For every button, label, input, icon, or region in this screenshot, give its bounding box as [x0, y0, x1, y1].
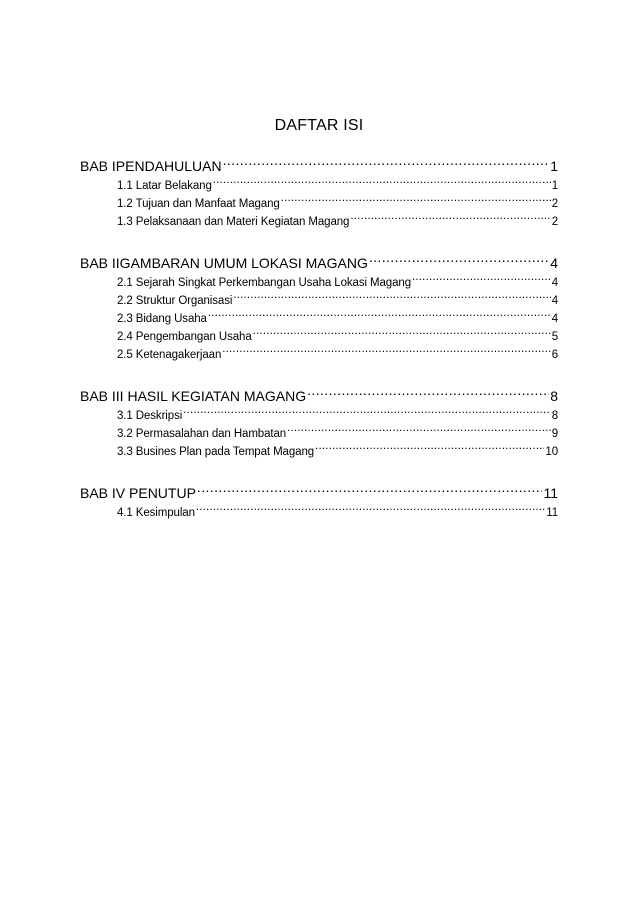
- toc-section-label: 2.4 Pengembangan Usaha: [117, 331, 252, 343]
- toc-page-number: 4: [551, 277, 558, 289]
- toc-section-label: 2.1 Sejarah Singkat Perkembangan Usaha Lokasi Magang: [117, 277, 411, 289]
- dot-leader: [196, 498, 545, 516]
- page-title: DAFTAR ISI: [274, 117, 364, 134]
- toc-section-label: 3.2 Permasalahan dan Hambatan: [117, 428, 287, 440]
- toc-page-number: 8: [551, 410, 558, 422]
- dot-leader: [307, 380, 549, 401]
- toc-section-label: 2.2 Struktur Organisasi: [117, 295, 233, 307]
- dot-leader: [208, 304, 551, 322]
- table-of-contents: [80, 150, 558, 538]
- toc-chapter-entry[interactable]: [80, 150, 558, 174]
- dot-leader: [222, 340, 550, 358]
- dot-leader: [253, 322, 551, 340]
- toc-chapter-label: BAB III HASIL KEGIATAN MAGANG: [80, 388, 307, 404]
- toc-section-label: 1.1 Latar Belakang: [117, 180, 212, 192]
- toc-page-number: 11: [546, 507, 558, 519]
- dot-leader: [369, 247, 549, 268]
- toc-section-label: 2.3 Bidang Usaha: [117, 313, 207, 325]
- toc-page-number: 4: [551, 295, 558, 307]
- toc-section-label: 3.1 Deskripsi: [117, 410, 183, 422]
- toc-chapter-entry[interactable]: [80, 380, 558, 404]
- toc-chapter: [80, 477, 558, 519]
- dot-leader: [412, 268, 551, 286]
- toc-page-number: 9: [551, 428, 558, 440]
- toc-chapter-label: BAB IV PENUTUP: [80, 485, 196, 501]
- toc-page-number: 10: [545, 446, 558, 458]
- toc-page-number: 5: [551, 331, 558, 343]
- toc-page-number: 11: [543, 485, 558, 501]
- toc-chapter-entry[interactable]: [80, 477, 558, 501]
- toc-section-label: 1.3 Pelaksanaan dan Materi Kegiatan Magang: [117, 216, 350, 228]
- toc-page-number: 8: [550, 388, 558, 404]
- toc-page-number: 4: [551, 313, 558, 325]
- toc-section-label: 2.5 Ketenagakerjaan: [117, 349, 222, 361]
- toc-page-number: 1: [551, 180, 558, 192]
- toc-chapter: [80, 150, 558, 228]
- toc-page-number: 1: [550, 158, 558, 174]
- toc-chapter-label: BAB IPENDAHULUAN: [80, 158, 222, 174]
- dot-leader: [350, 207, 550, 225]
- dot-leader: [281, 189, 551, 207]
- toc-page-number: 2: [551, 216, 558, 228]
- toc-chapter: [80, 380, 558, 458]
- toc-page-number: 2: [551, 198, 558, 210]
- dot-leader: [315, 437, 544, 455]
- dot-leader: [213, 171, 551, 189]
- toc-section-label: 4.1 Kesimpulan: [117, 507, 195, 519]
- toc-chapter-entry[interactable]: [80, 247, 558, 271]
- dot-leader: [197, 477, 543, 498]
- toc-page-number: 6: [551, 349, 558, 361]
- toc-page-number: 4: [550, 255, 558, 271]
- dot-leader: [183, 401, 551, 419]
- dot-leader: [287, 419, 551, 437]
- dot-leader: [233, 286, 550, 304]
- dot-leader: [223, 150, 550, 171]
- toc-section-label: 1.2 Tujuan dan Manfaat Magang: [117, 198, 280, 210]
- toc-chapter: [80, 247, 558, 361]
- toc-chapter-label: BAB IIGAMBARAN UMUM LOKASI MAGANG: [80, 255, 368, 271]
- toc-section-label: 3.3 Busines Plan pada Tempat Magang: [117, 446, 315, 458]
